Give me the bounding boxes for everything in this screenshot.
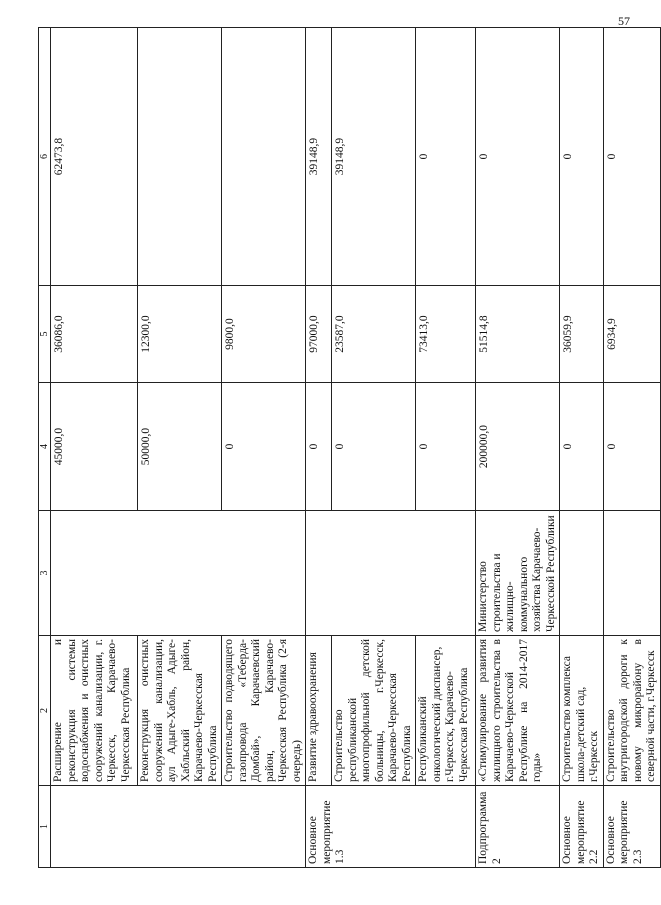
description-cell: «Стимулирование развития жилищного строительства в Карачаево-Черкесской Республике на 2014-2017 годы» [476, 636, 560, 786]
executor-cell: Министерство строительства и жилищно-коммунального хозяйства Карачаево-Черкесской Республики [476, 511, 560, 636]
column-number: 1 [39, 786, 51, 868]
value-cell: 36086,0 [51, 286, 138, 383]
program-funding-table [38, 27, 661, 868]
description-cell: Реконструкция очистных сооружений канализации, аул Адыге-Хабль, Адыге-Хабльский район, Карачаево-Черкесская Республика [138, 636, 222, 786]
program-cell: Основное мероприятие 1.3 [306, 786, 476, 868]
value-cell: 0 [306, 383, 332, 511]
table-row [138, 28, 222, 868]
description-cell: Строительство республиканской многопрофильной детской больницы, г.Черкесск, Карачаево-Черкесская Республика [332, 636, 416, 786]
table-row [476, 28, 560, 868]
table-row [51, 28, 138, 868]
description-cell: Строительство внутригородской дороги к новому микрорайону в северной части, г.Черкесск [603, 636, 660, 786]
program-cell: Основное мероприятие 2.2 [560, 786, 604, 868]
column-number: 6 [39, 28, 51, 286]
value-cell: 51514,8 [476, 286, 560, 383]
page-number: 57 [618, 14, 630, 28]
value-cell: 62473,8 [51, 28, 138, 286]
value-cell [138, 28, 222, 286]
column-number: 4 [39, 383, 51, 511]
column-number: 5 [39, 286, 51, 383]
description-cell: Строительство подводящего газопровода «Теберда-Домбай», Карачаевский район, Карачаево-Черкесская Республика (2-я очередь) [222, 636, 306, 786]
value-cell: 0 [332, 383, 416, 511]
value-cell: 39148,9 [332, 28, 416, 286]
column-number-row [39, 28, 51, 868]
value-cell: 6934,9 [603, 286, 660, 383]
value-cell: 97000,0 [306, 286, 332, 383]
description-cell: Развитие здравоохранения [306, 636, 332, 786]
value-cell: 0 [560, 28, 604, 286]
value-cell: 73413,0 [416, 286, 476, 383]
table-row [306, 28, 332, 868]
value-cell: 23587,0 [332, 286, 416, 383]
value-cell: 0 [416, 28, 476, 286]
executor-cell [306, 511, 476, 636]
table-row [332, 28, 416, 868]
executor-cell [560, 511, 604, 636]
value-cell: 200000,0 [476, 383, 560, 511]
value-cell: 0 [603, 383, 660, 511]
value-cell: 9800,0 [222, 286, 306, 383]
table-row [222, 28, 306, 868]
table-row [603, 28, 660, 868]
value-cell: 0 [476, 28, 560, 286]
value-cell: 0 [560, 383, 604, 511]
table-row [416, 28, 476, 868]
value-cell [222, 28, 306, 286]
executor-cell [603, 511, 660, 636]
description-cell: Республиканский онкологический диспансер, г.Черкесск, Карачаево-Черкесская Республика [416, 636, 476, 786]
column-number: 2 [39, 636, 51, 786]
rotated-table-container [38, 28, 657, 868]
program-cell [51, 786, 306, 868]
program-cell: Подпрограмма 2 [476, 786, 560, 868]
value-cell: 36059,9 [560, 286, 604, 383]
value-cell: 0 [416, 383, 476, 511]
value-cell: 50000,0 [138, 383, 222, 511]
executor-cell [51, 511, 306, 636]
value-cell: 0 [222, 383, 306, 511]
value-cell: 12300,0 [138, 286, 222, 383]
value-cell: 39148,9 [306, 28, 332, 286]
program-cell: Основное мероприятие 2.3 [603, 786, 660, 868]
table-row [560, 28, 604, 868]
description-cell: Расширение и реконструкция системы водоснабжения и очистных сооружений канализации, г. Черкесск, Карачаево-Черкесская Республика [51, 636, 138, 786]
column-number: 3 [39, 511, 51, 636]
value-cell: 45000,0 [51, 383, 138, 511]
description-cell: Строительство комплекса школа-детский сад, г.Черкесск [560, 636, 604, 786]
value-cell: 0 [603, 28, 660, 286]
